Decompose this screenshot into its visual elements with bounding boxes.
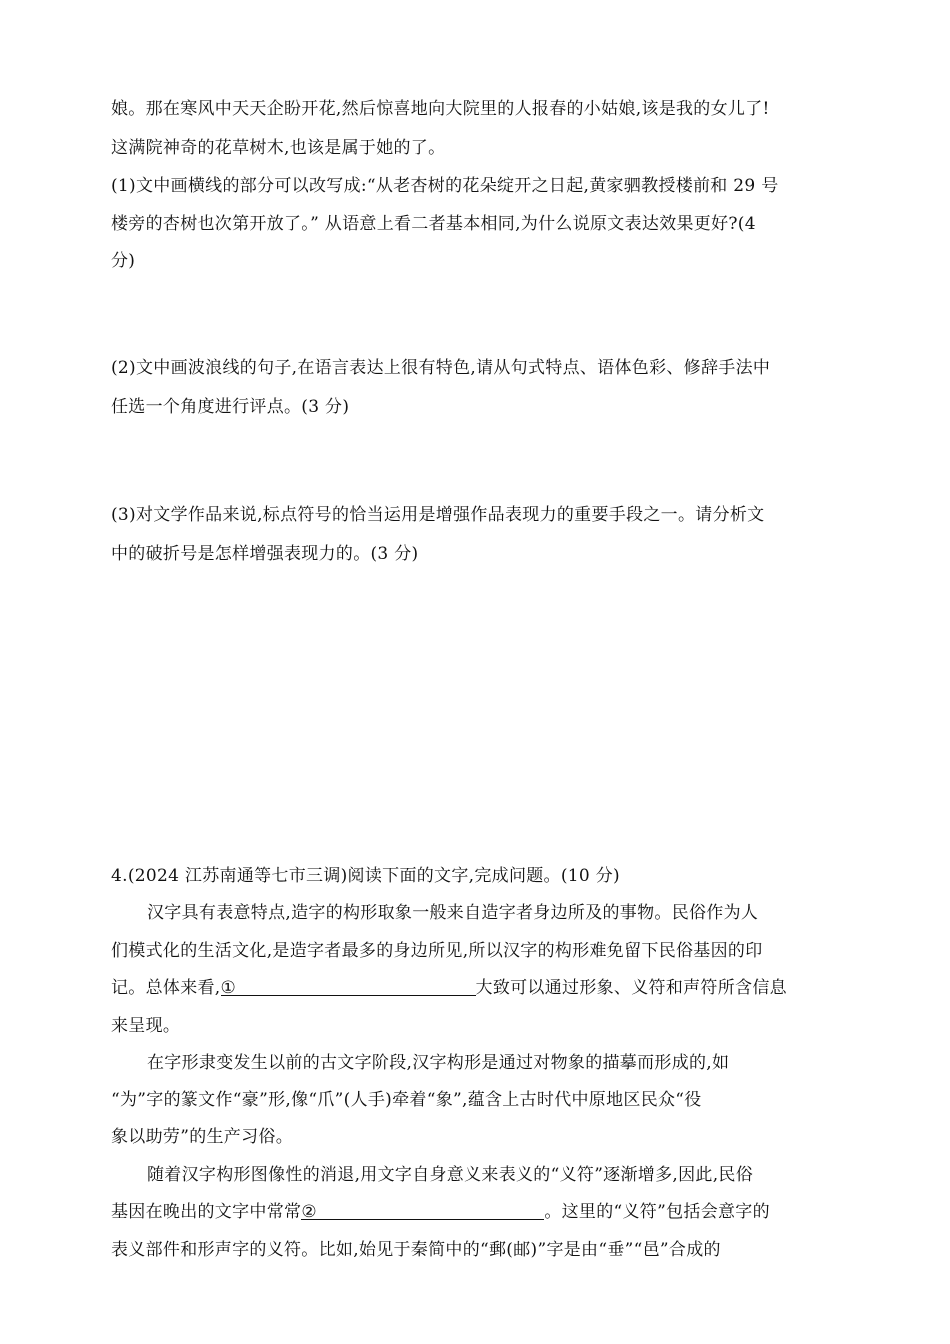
paragraph-line: 们模式化的生活文化,是造字者最多的身边所见,所以汉字的构形难免留下民俗基因的印 [111, 941, 763, 961]
paragraph-text: 记。总体来看, [111, 978, 221, 998]
passage-line: 娘。那在寒风中天天企盼开花,然后惊喜地向大院里的人报春的小姑娘,该是我的女儿了! [111, 99, 770, 119]
paragraph-line: 来呈现。 [111, 1016, 181, 1036]
paragraph-line: 象以助劳”的生产习俗。 [111, 1127, 293, 1147]
question-2-text: 任选一个角度进行评点。(3 分) [111, 397, 350, 417]
question-1-text: (1)文中画横线的部分可以改写成:“从老杏树的花朵绽开之日起,黄家驷教授楼前和 29 号 [111, 176, 779, 196]
question-4-title: 4.(2024 江苏南通等七市三调)阅读下面的文字,完成问题。(10 分) [111, 866, 620, 886]
paragraph-line: 汉字具有表意特点,造字的构形取象一般来自造字者身边所及的事物。民俗作为人 [147, 903, 759, 923]
blank-1[interactable] [221, 977, 476, 996]
blank-2-number: ② [301, 1202, 317, 1222]
question-2-text: (2)文中画波浪线的句子,在语言表达上很有特色,请从句式特点、语体色彩、修辞手法中 [111, 358, 771, 378]
question-1-text: 楼旁的杏树也次第开放了。” 从语意上看二者基本相同,为什么说原文表达效果更好?(4 [111, 214, 756, 234]
question-3-text: (3)对文学作品来说,标点符号的恰当运用是增强作品表现力的重要手段之一。请分析文 [111, 505, 765, 525]
paragraph-line: 随着汉字构形图像性的消退,用文字自身意义来表义的“义符”逐渐增多,因此,民俗 [147, 1165, 753, 1185]
paragraph-line: “为”字的篆文作“豪”形,像“爪”(人手)牵着“象”,蕴含上古时代中原地区民众“役 [111, 1090, 702, 1110]
paragraph-line [111, 1201, 841, 1223]
paragraph-line: 在字形隶变发生以前的古文字阶段,汉字构形是通过对物象的描摹而形成的,如 [147, 1053, 730, 1073]
paragraph-text: 大致可以通过形象、义符和声符所含信息 [475, 978, 787, 998]
paragraph-text: 基因在晚出的文字中常常 [111, 1202, 302, 1222]
paragraph-line [111, 977, 841, 999]
paragraph-line: 表义部件和形声字的义符。比如,始见于秦简中的“郵(邮)”字是由“垂”“邑”合成的 [111, 1240, 721, 1260]
passage-line: 这满院神奇的花草树木,也该是属于她的了。 [111, 138, 446, 158]
question-3-text: 中的破折号是怎样增强表现力的。(3 分) [111, 544, 419, 564]
paragraph-text: 。这里的“义符”包括会意字的 [544, 1202, 770, 1222]
blank-1-number: ① [220, 978, 237, 998]
question-1-text: 分) [111, 251, 136, 271]
blank-2[interactable] [301, 1201, 544, 1220]
